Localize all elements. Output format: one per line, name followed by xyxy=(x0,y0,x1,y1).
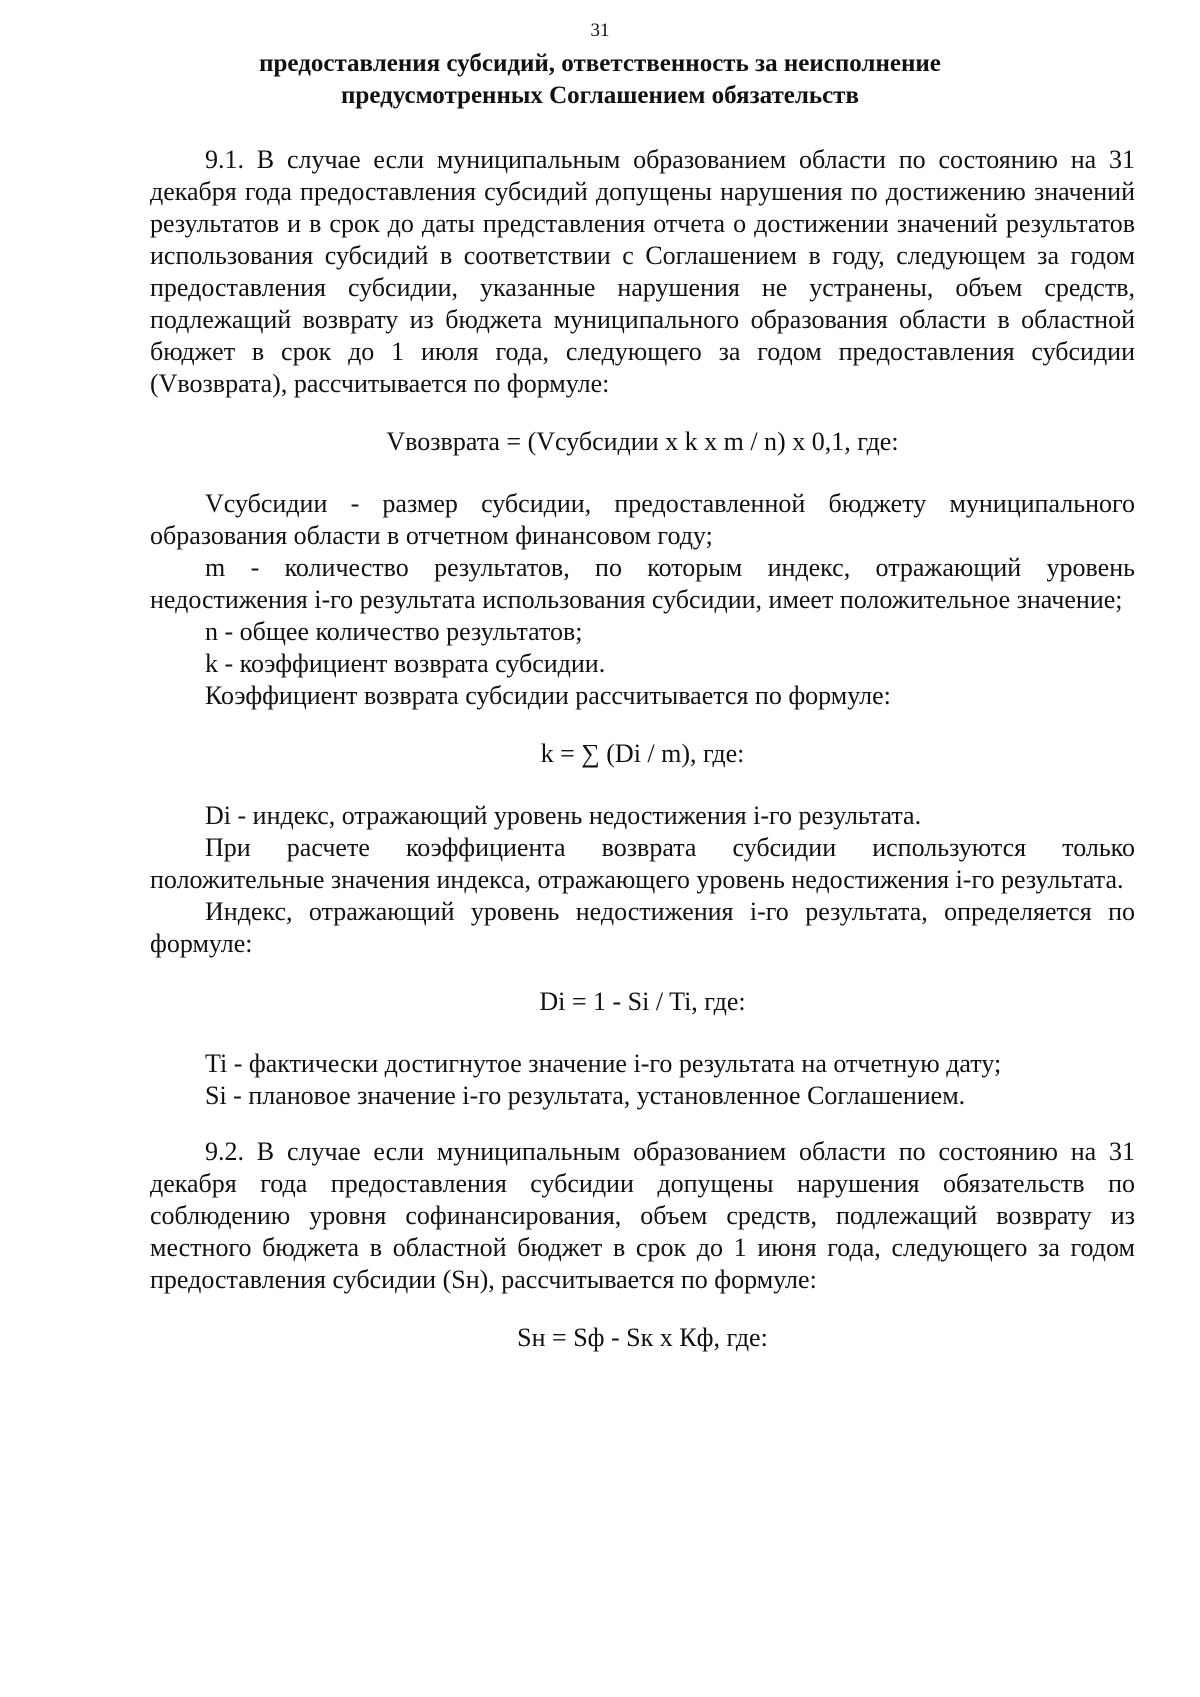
page-number: 31 xyxy=(590,20,610,41)
paragraph-9-2: 9.2. В случае если муниципальным образованием области по состоянию на 31 декабря года предоставления субсидии допущены нарушения обязательств по соблюдению уровня софинансирования, объем средств, подлежащий возврату из местного бюджета в областной бюджет в срок до 1 июня года, следующего за годом предоставления субсидии (Sн), рассчитывается по формуле: xyxy=(150,1137,1135,1294)
formula-v-return: Vвозврата = (Vсубсидии x k x m / n) x 0,1, где: xyxy=(386,427,899,456)
formula-k: k = ∑ (Di / m), где: xyxy=(540,739,745,768)
definition-n: n - общее количество результатов; xyxy=(205,617,583,646)
formula-sn: Sн = Sф - Sк x Кф, где: xyxy=(517,1323,768,1352)
definition-v-subsidy: Vсубсидии - размер субсидии, предоставленной бюджету муниципального образования области в отчетном финансовом году; xyxy=(150,489,1135,550)
definition-si: Si - плановое значение i-го результата, установленное Соглашением. xyxy=(205,1081,966,1110)
document-body xyxy=(150,144,1135,1384)
heading-line-1: предоставления субсидий, ответственность за неисполнение xyxy=(259,50,941,77)
formula-di: Di = 1 - Si / Ti, где: xyxy=(539,987,746,1016)
definition-di: Di - индекс, отражающий уровень недостижения i-го результата. xyxy=(205,801,922,830)
paragraph-9-1: 9.1. В случае если муниципальным образованием области по состоянию на 31 декабря года предоставления субсидий допущены нарушения по достижению значений результатов и в срок до даты представления отчета о достижении значений результатов использования субсидий в соответствии с Соглашением в году, следующем за годом предоставления субсидии, указанные нарушения не устранены, объем средств, подлежащий возврату из бюджета муниципального образования области в областной бюджет в срок до 1 июля года, следующего за годом предоставления субсидии (Vвозврата), рассчитывается по формуле: xyxy=(150,145,1135,398)
di-formula-intro: Индекс, отражающий уровень недостижения i-го результата, определяется по формуле: xyxy=(150,897,1135,958)
definition-m: m - количество результатов, по которым индекс, отражающий уровень недостижения i-го результата использования субсидии, имеет положительное значение; xyxy=(150,553,1135,614)
section-heading xyxy=(180,48,1020,112)
positive-values-note: При расчете коэффициента возврата субсидии используются только положительные значения индекса, отражающего уровень недостижения i-го результата. xyxy=(150,833,1135,894)
heading-line-2: предусмотренных Соглашением обязательств xyxy=(341,82,859,109)
definition-ti: Ti - фактически достигнутое значение i-го результата на отчетную дату; xyxy=(205,1049,1002,1078)
k-formula-intro: Коэффициент возврата субсидии рассчитывается по формуле: xyxy=(205,681,891,710)
section-gap xyxy=(150,1112,1135,1136)
definition-k: k - коэффициент возврата субсидии. xyxy=(205,649,606,678)
